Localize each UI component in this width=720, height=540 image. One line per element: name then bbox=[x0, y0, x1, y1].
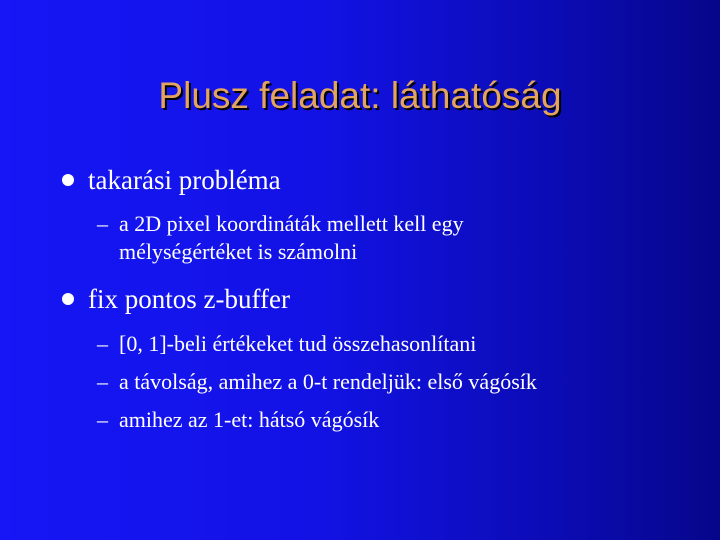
bullet-text: fix pontos z-buffer bbox=[88, 284, 290, 314]
sub-item-text: a 2D pixel koordináták mellett kell egy bbox=[119, 211, 464, 236]
sub-item-text: amihez az 1-et: hátsó vágósík bbox=[119, 407, 380, 432]
bullet-text: takarási probléma bbox=[88, 165, 281, 195]
dash-marker: – bbox=[97, 331, 108, 356]
sub-item bbox=[97, 210, 464, 266]
bullet-item bbox=[62, 164, 281, 196]
sub-item-text: [0, 1]-beli értékeket tud összehasonlítani bbox=[119, 331, 477, 356]
sub-item-text: a távolság, amihez a 0-t rendeljük: első vágósík bbox=[119, 369, 537, 394]
sub-item bbox=[97, 406, 379, 434]
bullet-dot-icon bbox=[62, 293, 74, 305]
dash-marker: – bbox=[97, 407, 108, 432]
sub-item bbox=[97, 368, 537, 396]
dash-marker: – bbox=[97, 211, 108, 236]
slide-title: Plusz feladat: láthatóság bbox=[158, 75, 562, 116]
sub-item bbox=[97, 330, 476, 358]
dash-marker: – bbox=[97, 369, 108, 394]
sub-item-text: mélységértéket is számolni bbox=[119, 239, 358, 264]
bullet-dot-icon bbox=[62, 174, 74, 186]
bullet-item bbox=[62, 283, 290, 315]
